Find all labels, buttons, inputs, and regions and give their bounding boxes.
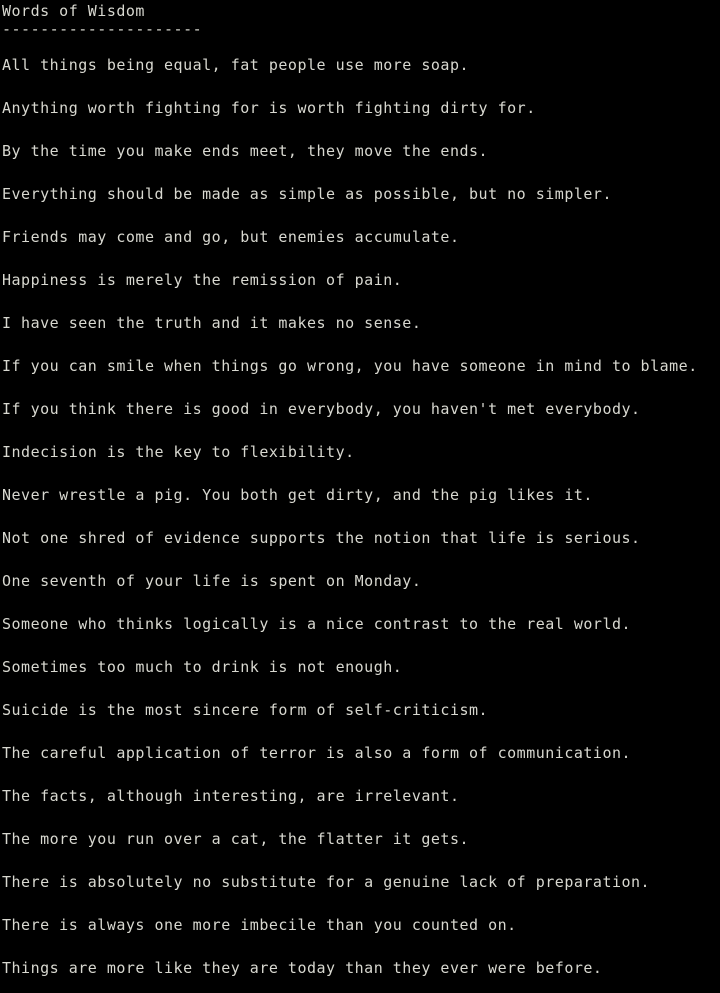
quote-line: Things are more like they are today than they ever were before. [2,959,603,977]
quote-line: The more you run over a cat, the flatter it gets. [2,830,470,848]
quote-line: All things being equal, fat people use more soap. [2,56,470,74]
quote-line: There is always one more imbecile than you counted on. [2,916,517,934]
quote-line: Friends may come and go, but enemies accumulate. [2,228,460,246]
quote-line: By the time you make ends meet, they move the ends. [2,142,489,160]
quote-line: Suicide is the most sincere form of self-criticism. [2,701,489,719]
title-underline: --------------------- [2,20,203,38]
quote-line: Someone who thinks logically is a nice contrast to the real world. [2,615,632,633]
quote-line: Never wrestle a pig. You both get dirty, and the pig likes it. [2,486,593,504]
quote-line: The facts, although interesting, are irrelevant. [2,787,460,805]
quote-line: Anything worth fighting for is worth fighting dirty for. [2,99,536,117]
quote-line: I have seen the truth and it makes no sense. [2,314,422,332]
quote-line: If you think there is good in everybody, you haven't met everybody. [2,400,641,418]
quote-line: The careful application of terror is also a form of communication. [2,744,632,762]
quote-list [2,55,720,978]
quote-line: Everything should be made as simple as possible, but no simpler. [2,185,612,203]
quote-line: Indecision is the key to flexibility. [2,443,355,461]
title-spacer [2,37,720,55]
quote-line: If you can smile when things go wrong, you have someone in mind to blame. [2,357,698,375]
page-title: Words of Wisdom [2,2,145,20]
quote-line: Not one shred of evidence supports the notion that life is serious. [2,529,641,547]
quote-line: There is absolutely no substitute for a genuine lack of preparation. [2,873,651,891]
quote-line: Happiness is merely the remission of pain. [2,271,403,289]
quote-line: One seventh of your life is spent on Monday. [2,572,422,590]
quote-line: Sometimes too much to drink is not enough. [2,658,403,676]
